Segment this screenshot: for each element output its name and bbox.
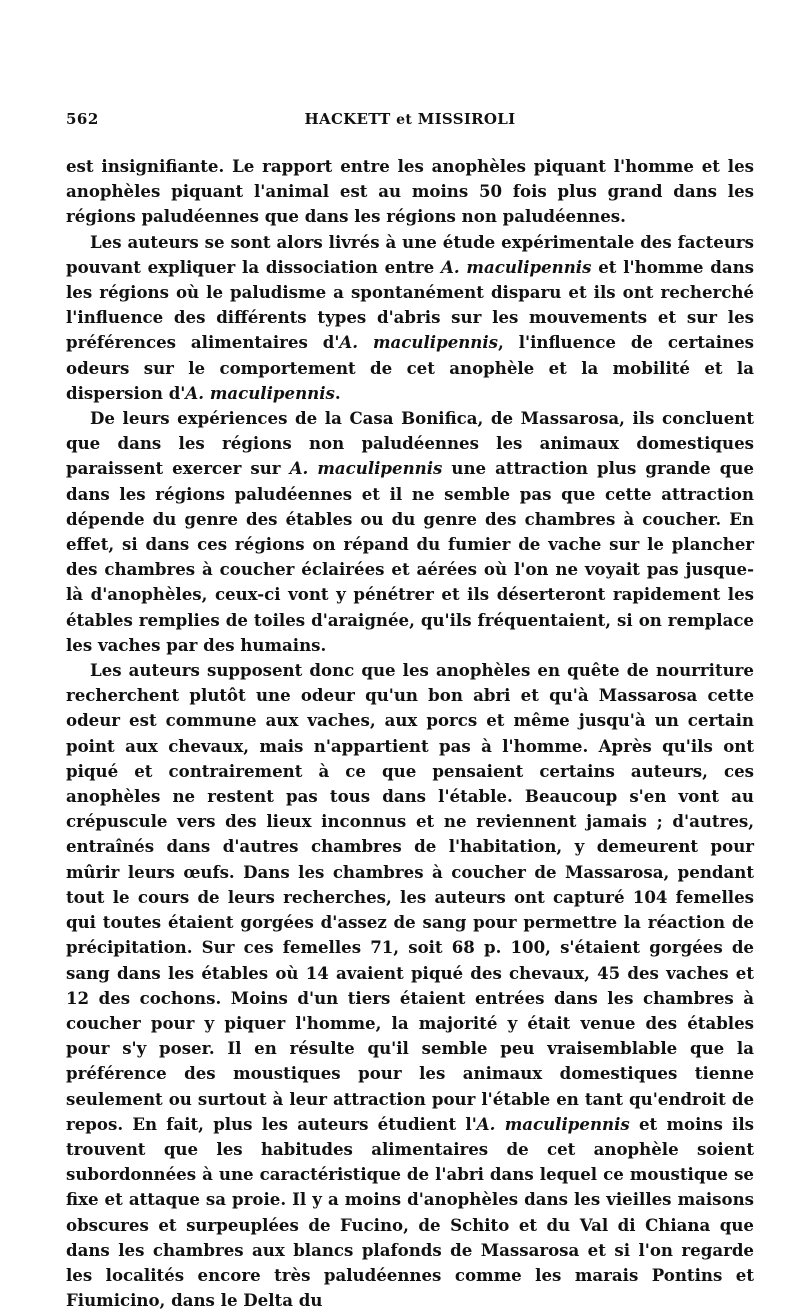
running-head (66, 110, 754, 128)
document-page (66, 110, 754, 1313)
page-number: 562 (66, 110, 99, 128)
species-name: A. maculipennis (476, 1113, 630, 1134)
page-header (66, 110, 754, 138)
species-name: A. maculipennis (440, 256, 592, 277)
author-name: MISSIROLI (417, 110, 516, 128)
text-segment: Les auteurs supposent donc que les anophèles en quête de nourriture recherchent plutôt une odeur qu'un bon abri et qu'à Massarosa cette odeur est commune aux vaches, aux porcs et même jusqu'à un certain point aux chevaux, mais n'appartient pas à l'homme. Après qu'ils ont piqué et contrairement à ce que pensaient certains auteurs, ces anophèles ne restent pas tous dans l'étable. Beaucoup s'en vont au crépuscule vers des lieux inconnus et ne reviennent jamais ; d'autres, entraînés dans d'autres chambres de l'habitation, y demeurent pour mûrir leurs œufs. Dans les chambres à coucher de Massarosa, pendant tout le cours de leurs recherches, les auteurs ont capturé 104 femelles qui toutes étaient gorgées d'assez de sang pour permettre la réaction de précipitation. Sur ces femelles 71, soit 68 p. 100, s'étaient gorgées de sang dans les étables où 14 avaient piqué des chevaux, 45 des vaches et 12 des cochons. Moins d'un tiers étaient entrées dans les chambres à coucher pour y piquer l'homme, la majorité y était venue des étables pour s'y poser. Il en résulte qu'il semble peu vraisemblable que la préférence des moustiques pour les animaux domestiques tienne seulement ou surtout à leur attraction pour l'étable en tant qu'endroit de repos. En fait, plus les auteurs étudient l' (66, 660, 754, 1134)
text-segment: . (334, 382, 341, 403)
text-segment: De leurs expériences de la Casa Bonifica, de Massarosa, ils concluent que dans les régions non paludéennes les animaux domestiques paraissent exercer sur (66, 408, 754, 479)
author-connector: et (396, 112, 413, 128)
paragraph (66, 406, 754, 658)
text-segment: , l'influence de certaines odeurs sur le comportement de cet anophèle et la mobilité et la dispersion d' (66, 332, 755, 403)
text-segment: et l'homme dans les régions où le paludisme a spontanément disparu et ils ont recherché l'influence des différents types d'abris sur les mouvements et sur les préférences alimentaires d' (66, 256, 754, 353)
body-text (66, 154, 754, 1313)
species-name: A. maculipennis (339, 332, 499, 353)
paragraph (66, 230, 754, 406)
author-name: HACKETT (304, 110, 391, 128)
text-segment: et moins ils trouvent que les habitudes alimentaires de cet anophèle soient subordonnées à une caractéristique de l'abri dans lequel ce moustique se fixe et attaque sa proie. Il y a moins d'anophèles dans les vieilles maisons obscures et surpeuplées de Fucino, de Schito et du Val di Chiana que dans les chambres aux blancs plafonds de Massarosa et si l'on regarde les localités encore très paludéennes comme les marais Pontins et Fiumicino, dans le Delta du (66, 1113, 755, 1311)
text-segment: une attraction plus grande que dans les régions paludéennes et il ne semble pas que cette attraction dépende du genre des étables ou du genre des chambres à coucher. En effet, si dans ces régions on répand du fumier de vache sur le plancher des chambres à coucher éclairées et aérées où l'on ne voyait pas jusque-là d'anophèles, ceux-ci vont y pénétrer et ils déserteront rapidement les étables remplies de toiles d'araignée, qu'ils fréquentaient, si on remplace les vaches par des humains. (66, 458, 754, 655)
species-name: A. maculipennis (289, 458, 443, 479)
species-name: A. maculipennis (185, 382, 335, 403)
text-segment: Les auteurs se sont alors livrés à une étude expérimentale des facteurs pouvant expliquer la dissociation entre (66, 231, 754, 277)
text-segment: est insignifiante. Le rapport entre les anophèles piquant l'homme et les anophèles piquant l'animal est au moins 50 fois plus grand dans les régions paludéennes que dans les régions non paludéennes. (66, 156, 754, 227)
paragraph (66, 658, 754, 1313)
paragraph (66, 154, 754, 230)
